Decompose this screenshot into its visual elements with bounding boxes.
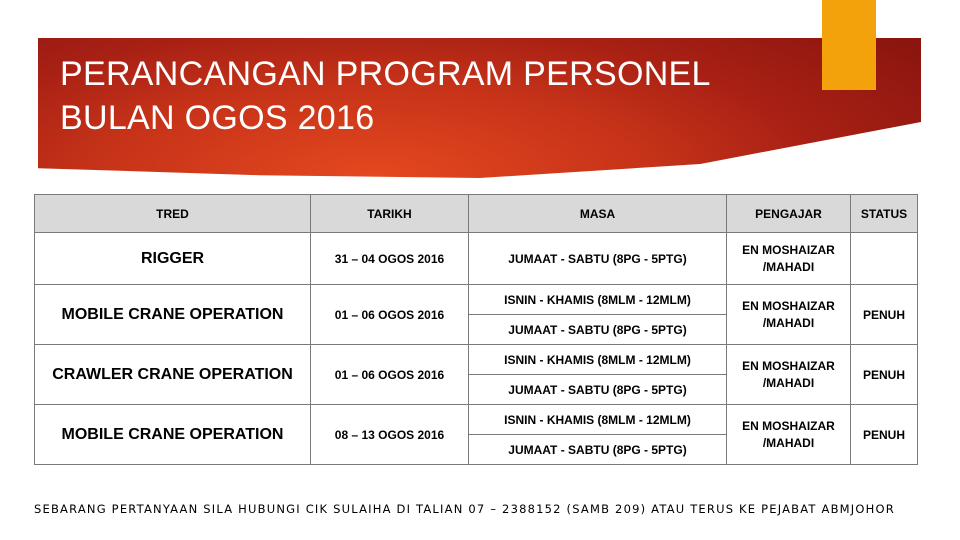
table-row — [35, 285, 918, 315]
header-status: STATUS — [851, 195, 918, 233]
cell-status: PENUH — [851, 285, 918, 345]
table-row — [35, 405, 918, 435]
cell-tarikh: 01 – 06 OGOS 2016 — [311, 345, 469, 405]
footer-note: SEBARANG PERTANYAAN SILA HUBUNGI CIK SULAIHA DI TALIAN 07 – 2388152 (SAMB 209) ATAU TERUS KE PEJABAT ABMJOHOR — [34, 502, 895, 516]
cell-tred: CRAWLER CRANE OPERATION — [35, 345, 311, 405]
header-tred: TRED — [35, 195, 311, 233]
title-line-2: BULAN OGOS 2016 — [60, 99, 375, 137]
cell-pengajar: EN MOSHAIZAR /MAHADI — [727, 345, 851, 405]
cell-masa: JUMAAT - SABTU (8PG - 5PTG) — [469, 233, 727, 285]
table-row — [35, 345, 918, 375]
cell-masa: ISNIN - KHAMIS (8MLM - 12MLM) — [469, 285, 727, 315]
title-line-1: PERANCANGAN PROGRAM PERSONEL — [60, 55, 711, 93]
cell-status: PENUH — [851, 405, 918, 465]
cell-masa: ISNIN - KHAMIS (8MLM - 12MLM) — [469, 345, 727, 375]
header-pengajar: PENGAJAR — [727, 195, 851, 233]
schedule-table — [34, 194, 918, 465]
table-row — [35, 233, 918, 285]
cell-masa: JUMAAT - SABTU (8PG - 5PTG) — [469, 375, 727, 405]
cell-tarikh: 08 – 13 OGOS 2016 — [311, 405, 469, 465]
cell-tred: MOBILE CRANE OPERATION — [35, 405, 311, 465]
cell-pengajar: EN MOSHAIZAR /MAHADI — [727, 233, 851, 285]
header-tarikh: TARIKH — [311, 195, 469, 233]
cell-status: PENUH — [851, 345, 918, 405]
cell-masa: JUMAAT - SABTU (8PG - 5PTG) — [469, 435, 727, 465]
cell-masa: JUMAAT - SABTU (8PG - 5PTG) — [469, 315, 727, 345]
cell-tred: RIGGER — [35, 233, 311, 285]
cell-status — [851, 233, 918, 285]
cell-tarikh: 01 – 06 OGOS 2016 — [311, 285, 469, 345]
slide-title — [60, 52, 800, 140]
cell-pengajar: EN MOSHAIZAR /MAHADI — [727, 285, 851, 345]
table-header-row — [35, 195, 918, 233]
cell-masa: ISNIN - KHAMIS (8MLM - 12MLM) — [469, 405, 727, 435]
accent-tab — [822, 0, 876, 90]
table-body — [35, 233, 918, 465]
cell-tred: MOBILE CRANE OPERATION — [35, 285, 311, 345]
cell-tarikh: 31 – 04 OGOS 2016 — [311, 233, 469, 285]
header-masa: MASA — [469, 195, 727, 233]
cell-pengajar: EN MOSHAIZAR /MAHADI — [727, 405, 851, 465]
